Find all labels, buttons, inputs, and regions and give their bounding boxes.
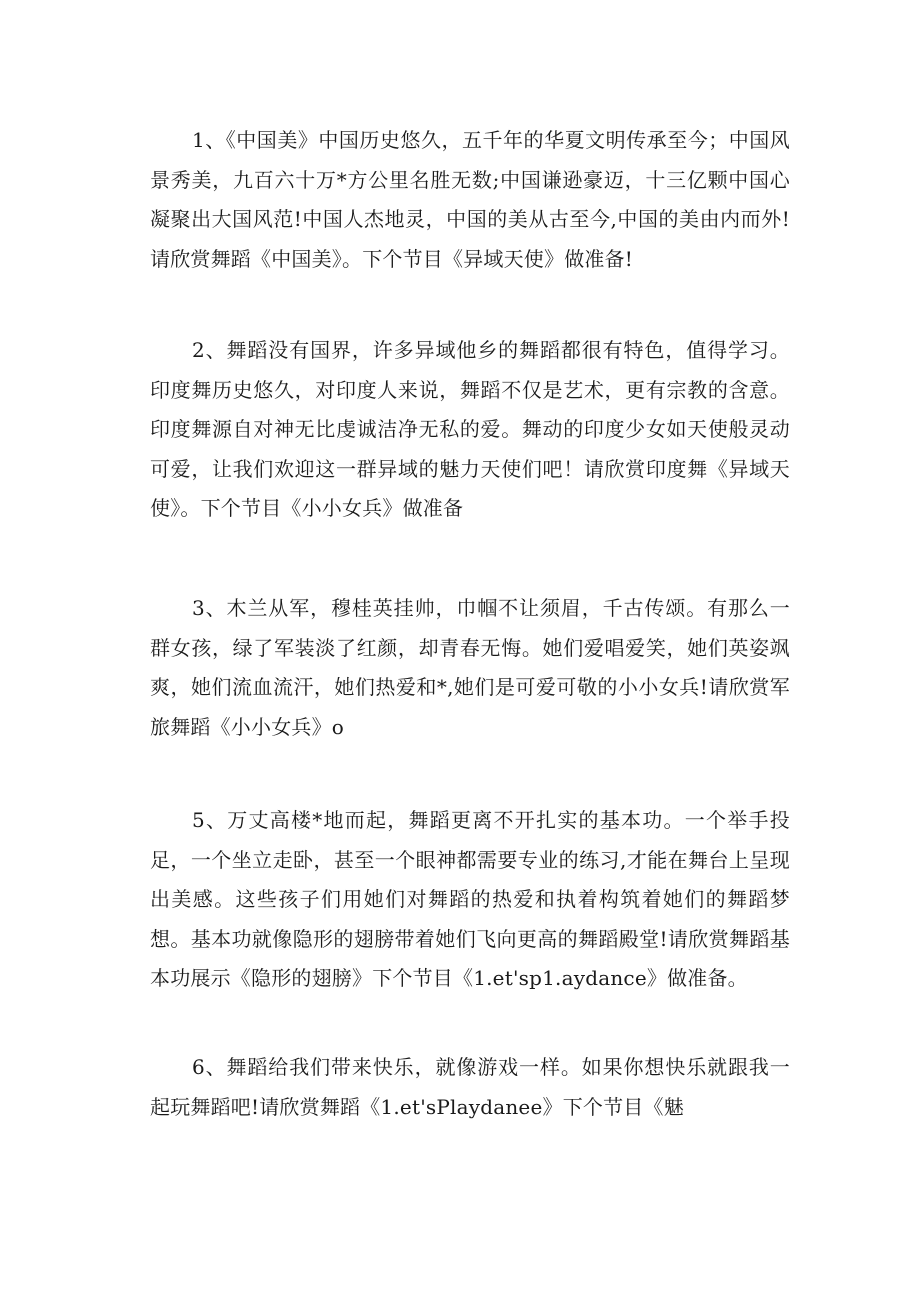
paragraph-6: 6、舞蹈给我们带来快乐，就像游戏一样。如果你想快乐就跟我一起玩舞蹈吧!请欣赏舞蹈《1.et'sPlaydanee》下个节目《魅 (150, 1055, 790, 1119)
paragraph-2: 2、舞蹈没有国界，许多异域他乡的舞蹈都很有特色，值得学习。印度舞历史悠久，对印度人来说，舞蹈不仅是艺术，更有宗教的含意。印度舞源自对神无比虔诚洁净无私的爱。舞动的印度少女如天使般灵动可爱，让我们欢迎这一群异域的魅力天使们吧！请欣赏印度舞《异域天使》。下个节目《小小女兵》做准备 (150, 338, 790, 520)
paragraph-1: 1、《中国美》中国历史悠久，五千年的华夏文明传承至今；中国风景秀美，九百六十万*方公里名胜无数;中国谦逊豪迈，十三亿颗中国心凝聚出大国风范!中国人杰地灵，中国的美从古至今,中国的美由内而外!请欣赏舞蹈《中国美》。下个节目《异域天使》做准备! (150, 128, 790, 271)
paragraph-3: 3、木兰从军，穆桂英挂帅，巾帼不让须眉，千古传颂。有那么一群女孩，绿了军装淡了红颜，却青春无悔。她们爱唱爱笑，她们英姿飒爽，她们流血流汗，她们热爱和*,她们是可爱可敬的小小女兵!请欣赏军旅舞蹈《小小女兵》o (150, 596, 790, 739)
paragraph-5: 5、万丈高楼*地而起，舞蹈更离不开扎实的基本功。一个举手投足，一个坐立走卧，甚至一个眼神都需要专业的练习,才能在舞台上呈现出美感。这些孩子们用她们对舞蹈的热爱和执着构筑着她们的舞蹈梦想。基本功就像隐形的翅膀带着她们飞向更高的舞蹈殿堂!请欣赏舞蹈基本功展示《隐形的翅膀》下个节目《1.et'sp1.aydance》做准备。 (150, 808, 790, 990)
